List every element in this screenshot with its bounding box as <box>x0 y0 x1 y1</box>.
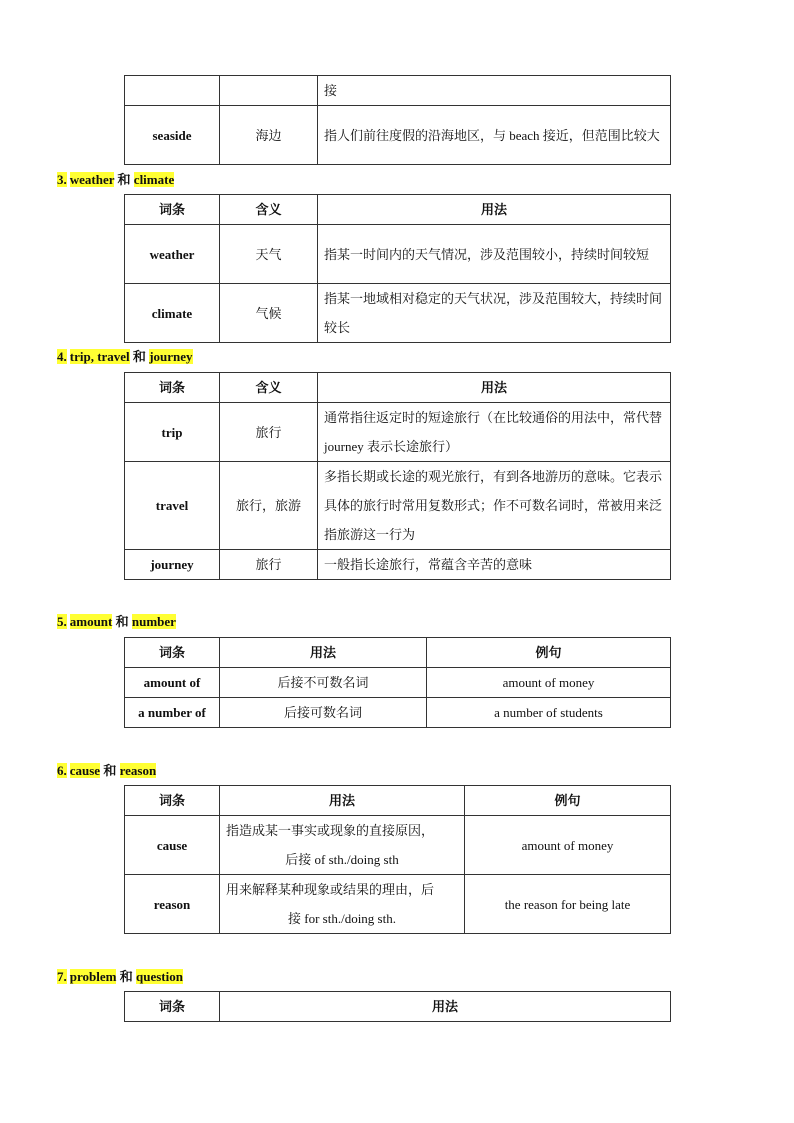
usage-cell: 指人们前往度假的沿海地区，与 beach 接近，但范围比较大 <box>318 106 671 165</box>
meaning-cell: 旅行 <box>220 403 318 462</box>
usage-cell: 后接可数名词 <box>220 698 427 728</box>
example-cell: amount of money <box>465 816 671 875</box>
column-header: 词条 <box>125 992 220 1022</box>
section-heading-problem-question <box>57 968 183 986</box>
heading-word: trip, travel <box>69 349 130 364</box>
term-cell: climate <box>125 284 220 343</box>
column-header: 含义 <box>220 373 318 403</box>
heading-connector: 和 <box>117 172 131 187</box>
term-cell: amount of <box>125 668 220 698</box>
section-number: 4. <box>57 349 67 364</box>
column-header: 用法 <box>220 638 427 668</box>
section-number: 3. <box>57 172 67 187</box>
example-cell: amount of money <box>427 668 671 698</box>
cause-reason-table <box>124 785 671 934</box>
table-header-row <box>125 195 671 225</box>
column-header: 例句 <box>427 638 671 668</box>
section-heading-trip-travel-journey <box>57 348 193 366</box>
meaning-cell: 海边 <box>220 106 318 165</box>
example-cell: the reason for being late <box>465 875 671 934</box>
column-header: 用法 <box>318 195 671 225</box>
usage-line: 接 for sth./doing sth. <box>288 911 396 926</box>
section-heading-weather-climate <box>57 171 174 189</box>
table-row <box>125 106 671 165</box>
meaning-cell: 气候 <box>220 284 318 343</box>
term-cell: cause <box>125 816 220 875</box>
column-header: 含义 <box>220 195 318 225</box>
example-cell: a number of students <box>427 698 671 728</box>
usage-cell: 通常指往返定时的短途旅行（在比较通俗的用法中，常代替 journey 表示长途旅行） <box>318 403 671 462</box>
weather-climate-table <box>124 194 671 343</box>
term-cell: journey <box>125 550 220 580</box>
table-row <box>125 284 671 343</box>
usage-cell: 一般指长途旅行，常蕴含辛苦的意味 <box>318 550 671 580</box>
section-number: 7. <box>57 969 67 984</box>
column-header: 词条 <box>125 638 220 668</box>
column-header: 用法 <box>220 786 465 816</box>
heading-word: cause <box>69 763 101 778</box>
heading-word: climate <box>133 172 175 187</box>
heading-connector: 和 <box>103 763 117 778</box>
column-header: 用法 <box>220 992 671 1022</box>
usage-cell: 后接不可数名词 <box>220 668 427 698</box>
usage-cell: 指某一地域相对稳定的天气状况，涉及范围较大，持续时间较长 <box>318 284 671 343</box>
meaning-cell <box>220 76 318 106</box>
amount-number-table <box>124 637 671 728</box>
usage-cell: 接 <box>318 76 671 106</box>
section-heading-cause-reason <box>57 762 156 780</box>
trip-travel-journey-table <box>124 372 671 580</box>
usage-cell: 指某一时间内的天气情况，涉及范围较小，持续时间较短 <box>318 225 671 284</box>
column-header: 用法 <box>318 373 671 403</box>
table-row <box>125 698 671 728</box>
table-header-row <box>125 786 671 816</box>
heading-word: question <box>135 969 183 984</box>
table-header-row <box>125 638 671 668</box>
section-number: 6. <box>57 763 67 778</box>
meaning-cell: 天气 <box>220 225 318 284</box>
heading-word: journey <box>149 349 193 364</box>
table-row <box>125 550 671 580</box>
usage-line: 指造成某一事实或现象的直接原因， <box>226 823 435 838</box>
usage-line: 后接 of sth./doing sth <box>285 852 399 867</box>
table-header-row <box>125 373 671 403</box>
table-header-row <box>125 992 671 1022</box>
continued-table <box>124 75 671 165</box>
meaning-cell: 旅行 <box>220 550 318 580</box>
heading-connector: 和 <box>115 614 129 629</box>
heading-word: number <box>131 614 176 629</box>
term-cell: trip <box>125 403 220 462</box>
problem-question-table <box>124 991 671 1022</box>
column-header: 词条 <box>125 195 220 225</box>
heading-word: problem <box>69 969 117 984</box>
table-row <box>125 668 671 698</box>
heading-connector: 和 <box>132 349 146 364</box>
meaning-cell: 旅行，旅游 <box>220 462 318 550</box>
section-number: 5. <box>57 614 67 629</box>
column-header: 词条 <box>125 786 220 816</box>
term-cell: weather <box>125 225 220 284</box>
term-cell: travel <box>125 462 220 550</box>
usage-cell <box>220 875 465 934</box>
term-cell: reason <box>125 875 220 934</box>
term-cell: a number of <box>125 698 220 728</box>
table-row <box>125 462 671 550</box>
heading-word: reason <box>119 763 157 778</box>
table-row <box>125 225 671 284</box>
term-cell <box>125 76 220 106</box>
heading-connector: 和 <box>119 969 133 984</box>
heading-word: amount <box>69 614 113 629</box>
heading-word: weather <box>69 172 115 187</box>
usage-line: 用来解释某种现象或结果的理由，后 <box>226 882 435 897</box>
term-cell: seaside <box>125 106 220 165</box>
table-row <box>125 403 671 462</box>
table-row <box>125 816 671 875</box>
table-row <box>125 76 671 106</box>
table-row <box>125 875 671 934</box>
usage-cell <box>220 816 465 875</box>
column-header: 词条 <box>125 373 220 403</box>
usage-cell: 多指长期或长途的观光旅行，有到各地游历的意味。它表示具体的旅行时常用复数形式；作不可数名词时，常被用来泛指旅游这一行为 <box>318 462 671 550</box>
column-header: 例句 <box>465 786 671 816</box>
section-heading-amount-number <box>57 613 176 631</box>
